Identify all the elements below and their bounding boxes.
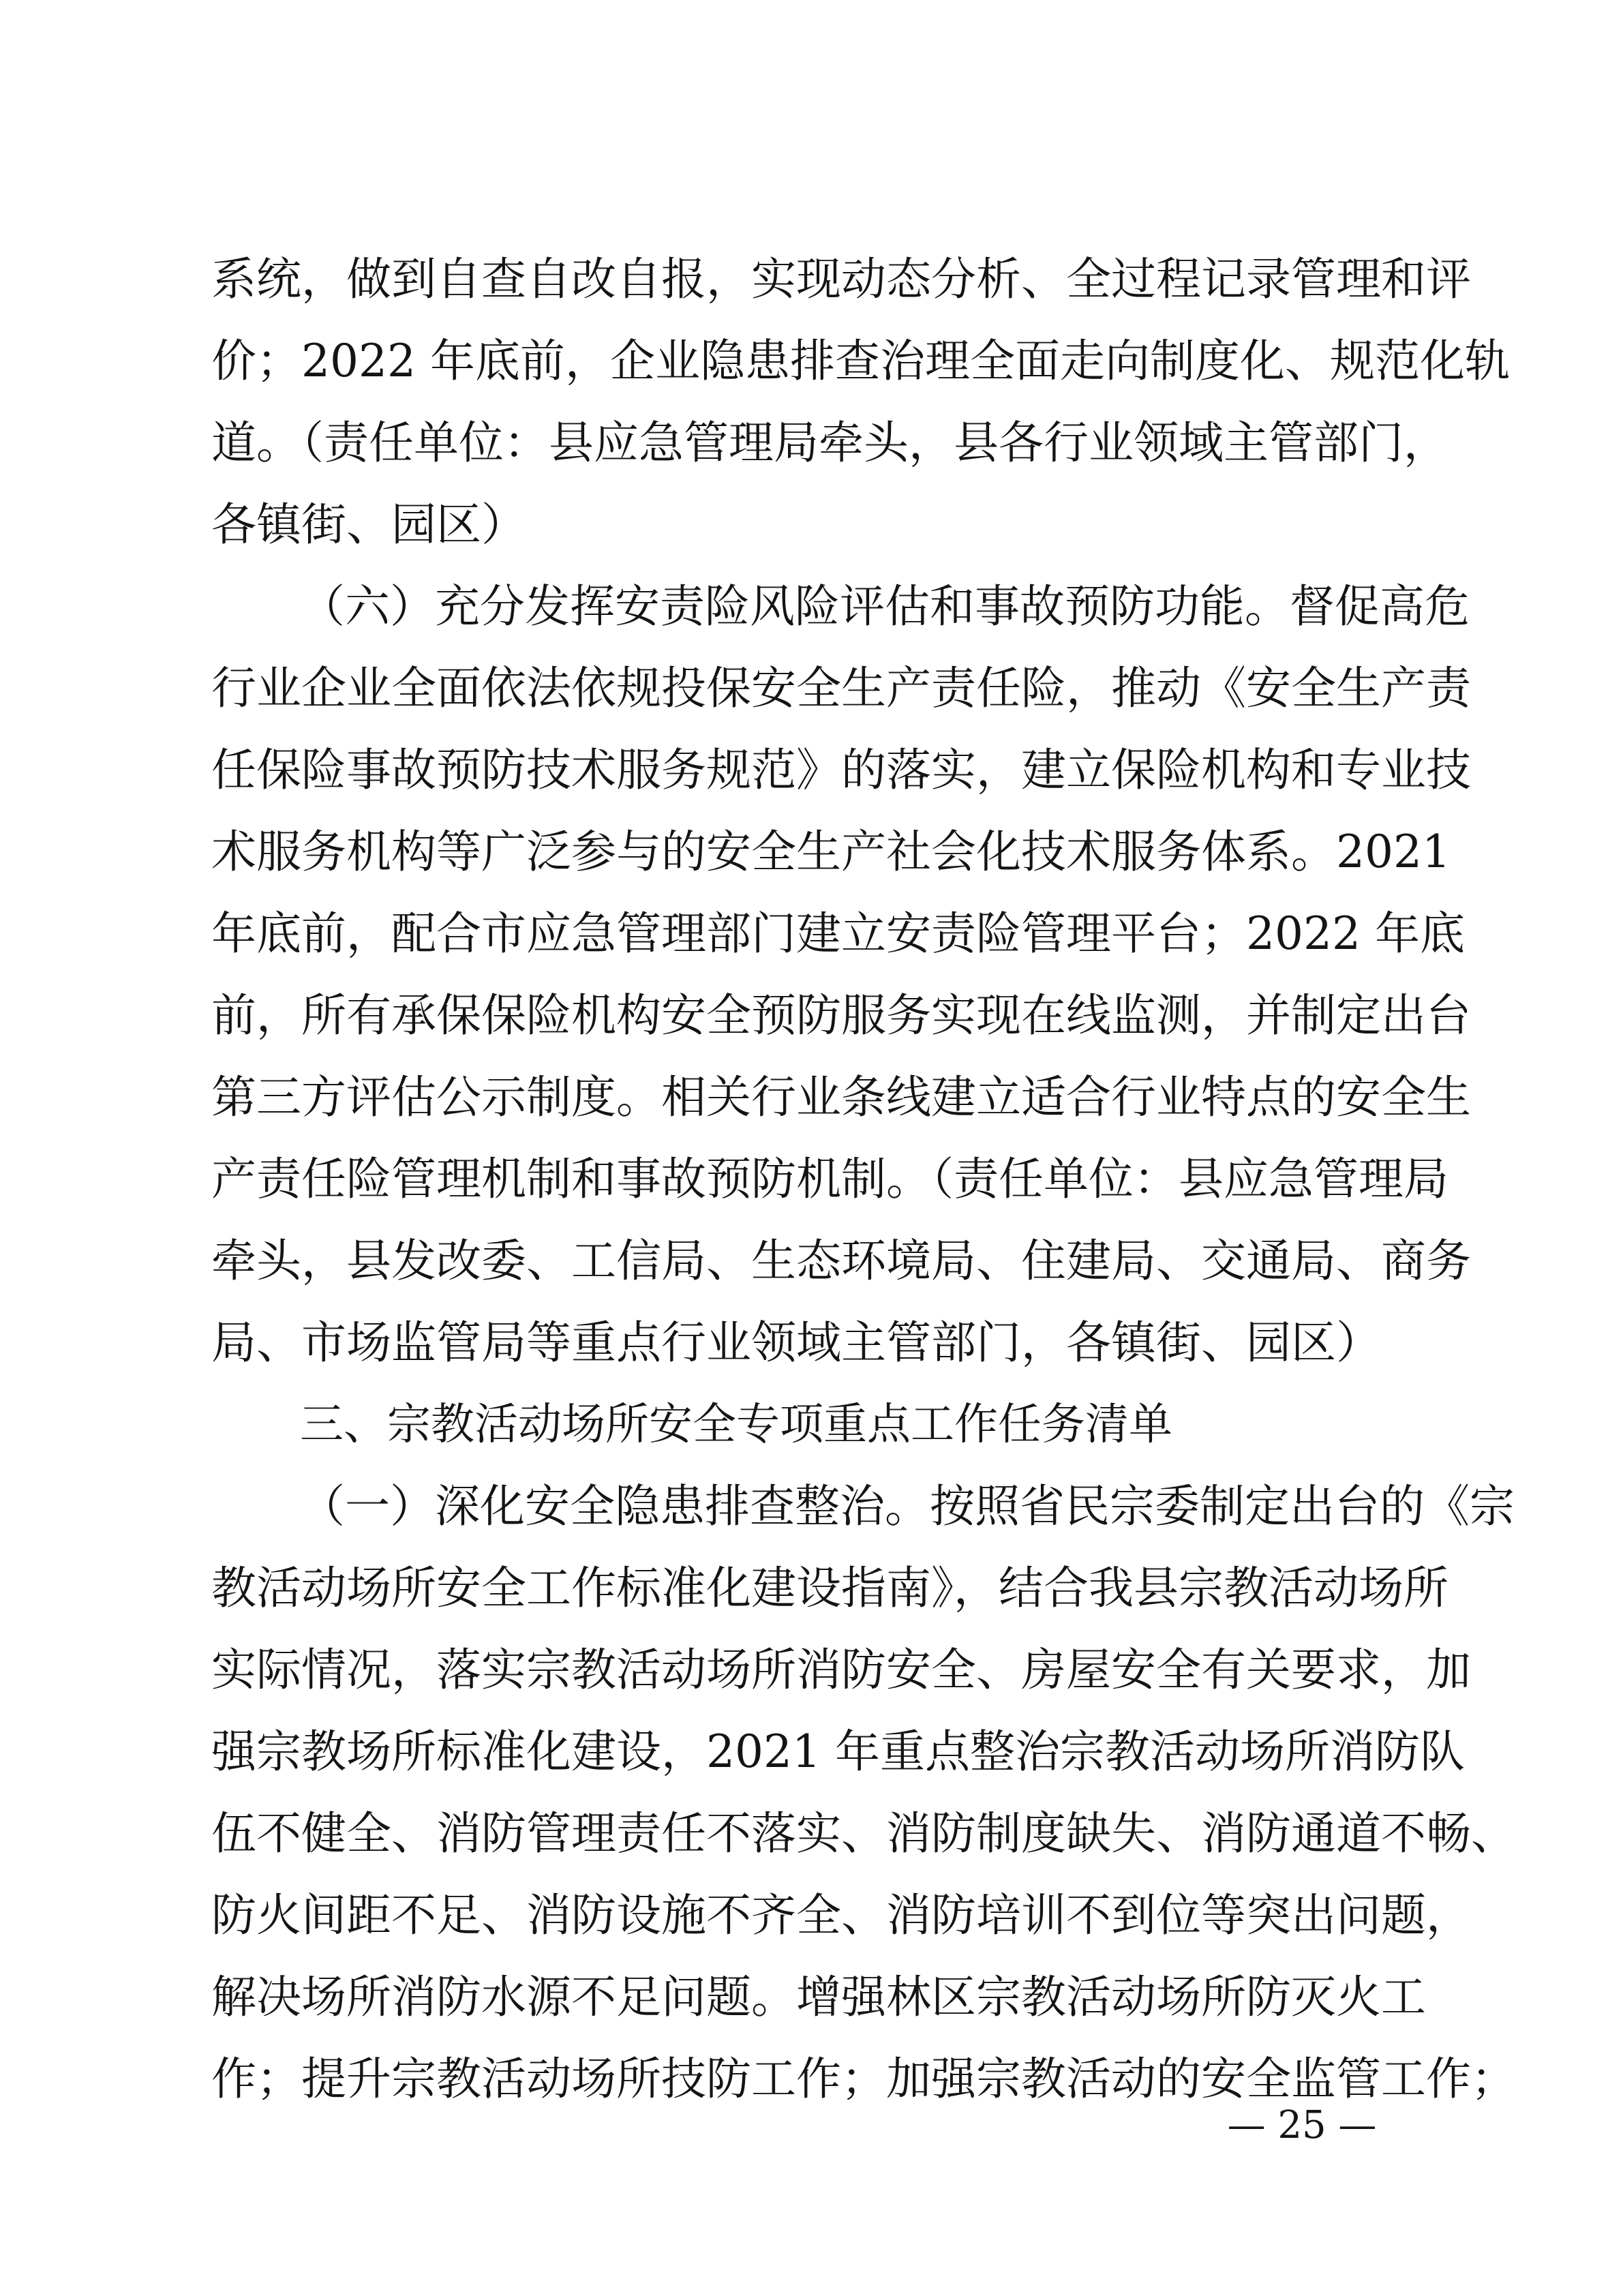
paragraph-line: 第三方评估公示制度。相关行业条线建立适合行业特点的安全生: [211, 1071, 1471, 1123]
paragraph-line: 年底前，配合市应急管理部门建立安责险管理平台；2022 年底: [211, 907, 1465, 960]
paragraph-line: 术服务机构等广泛参与的安全生产社会化技术服务体系。2021: [211, 826, 1451, 878]
section-heading: 三、宗教活动场所安全专项重点工作任务清单: [300, 1400, 1172, 1450]
paragraph-line: 局、市场监管局等重点行业领域主管部门，各镇街、园区）: [211, 1316, 1381, 1369]
paragraph-line: 各镇街、园区）: [211, 498, 526, 551]
paragraph-line: 产责任险管理机制和事故预防机制。（责任单位：县应急管理局: [211, 1153, 1448, 1205]
page-number: — 25 —: [1227, 2103, 1377, 2147]
paragraph-line: 系统，做到自查自改自报，实现动态分析、全过程记录管理和评: [211, 253, 1471, 305]
paragraph-line: 解决场所消防水源不足问题。增强林区宗教活动场所防灭火工: [211, 1971, 1426, 2023]
paragraph-line: 教活动场所安全工作标准化建设指南》，结合我县宗教活动场所: [211, 1562, 1448, 1614]
section-item-title-line: （一）深化安全隐患排查整治。按照省民宗委制定出台的《宗: [300, 1480, 1515, 1532]
paragraph-line: 前，所有承保保险机构安全预防服务实现在线监测，并制定出台: [211, 989, 1471, 1042]
paragraph-line: 伍不健全、消防管理责任不落实、消防制度缺失、消防通道不畅、: [211, 1807, 1516, 1860]
paragraph-line: 作；提升宗教活动场所技防工作；加强宗教活动的安全监管工作；: [211, 2053, 1516, 2105]
paragraph-line: 牵头，县发改委、工信局、生态环境局、住建局、交通局、商务: [211, 1235, 1471, 1287]
paragraph-line: 道。（责任单位：县应急管理局牵头，县各行业领域主管部门，: [211, 417, 1448, 469]
paragraph-line: 任保险事故预防技术服务规范》的落实，建立保险机构和专业技: [211, 744, 1471, 796]
paragraph-line: 强宗教场所标准化建设，2021 年重点整治宗教活动场所消防队: [211, 1725, 1465, 1778]
paragraph-line: 行业企业全面依法依规投保安全生产责任险，推动《安全生产责: [211, 662, 1471, 714]
paragraph-line: 防火间距不足、消防设施不齐全、消防培训不到位等突出问题，: [211, 1889, 1471, 1942]
paragraph-line: 实际情况，落实宗教活动场所消防安全、房屋安全有关要求，加: [211, 1644, 1471, 1696]
paragraph-six-title-line: （六）充分发挥安责险风险评估和事故预防功能。督促高危: [300, 580, 1470, 633]
paragraph-line: 价；2022 年底前，企业隐患排查治理全面走向制度化、规范化轨: [211, 335, 1510, 387]
